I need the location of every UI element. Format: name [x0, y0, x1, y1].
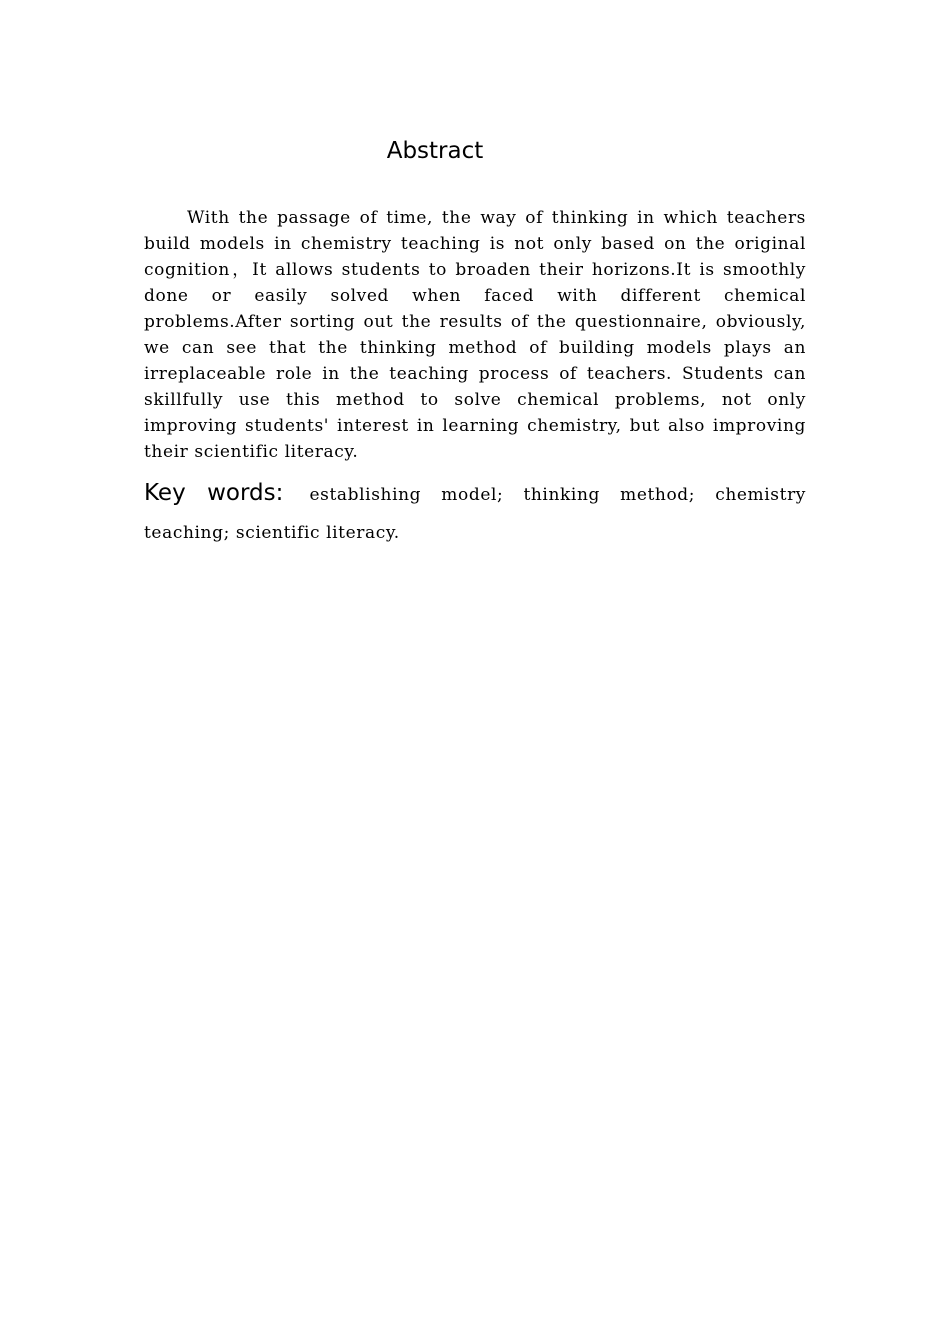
keywords-paragraph: [144, 474, 806, 552]
abstract-body: With the passage of time, the way of thinking in which teachers build models in chemistry teaching is not only based on the original cognition，It allows students to broaden their horizons.It is smoothly done or easily solved when faced with different chemical problems.After sorting out the results of the questionnaire, obviously, we can see that the thinking method of building models plays an irreplaceable role in the teaching process of teachers. Students can skillfully use this method to solve chemical problems, not only improving students' interest in learning chemistry, but also improving their scientific literacy.: [144, 208, 806, 462]
keywords-text: establishing model; thinking method; chemistry teaching; scientific literacy.: [144, 485, 806, 543]
abstract-title: Abstract: [386, 138, 484, 164]
keywords-label: Key words:: [144, 480, 284, 506]
